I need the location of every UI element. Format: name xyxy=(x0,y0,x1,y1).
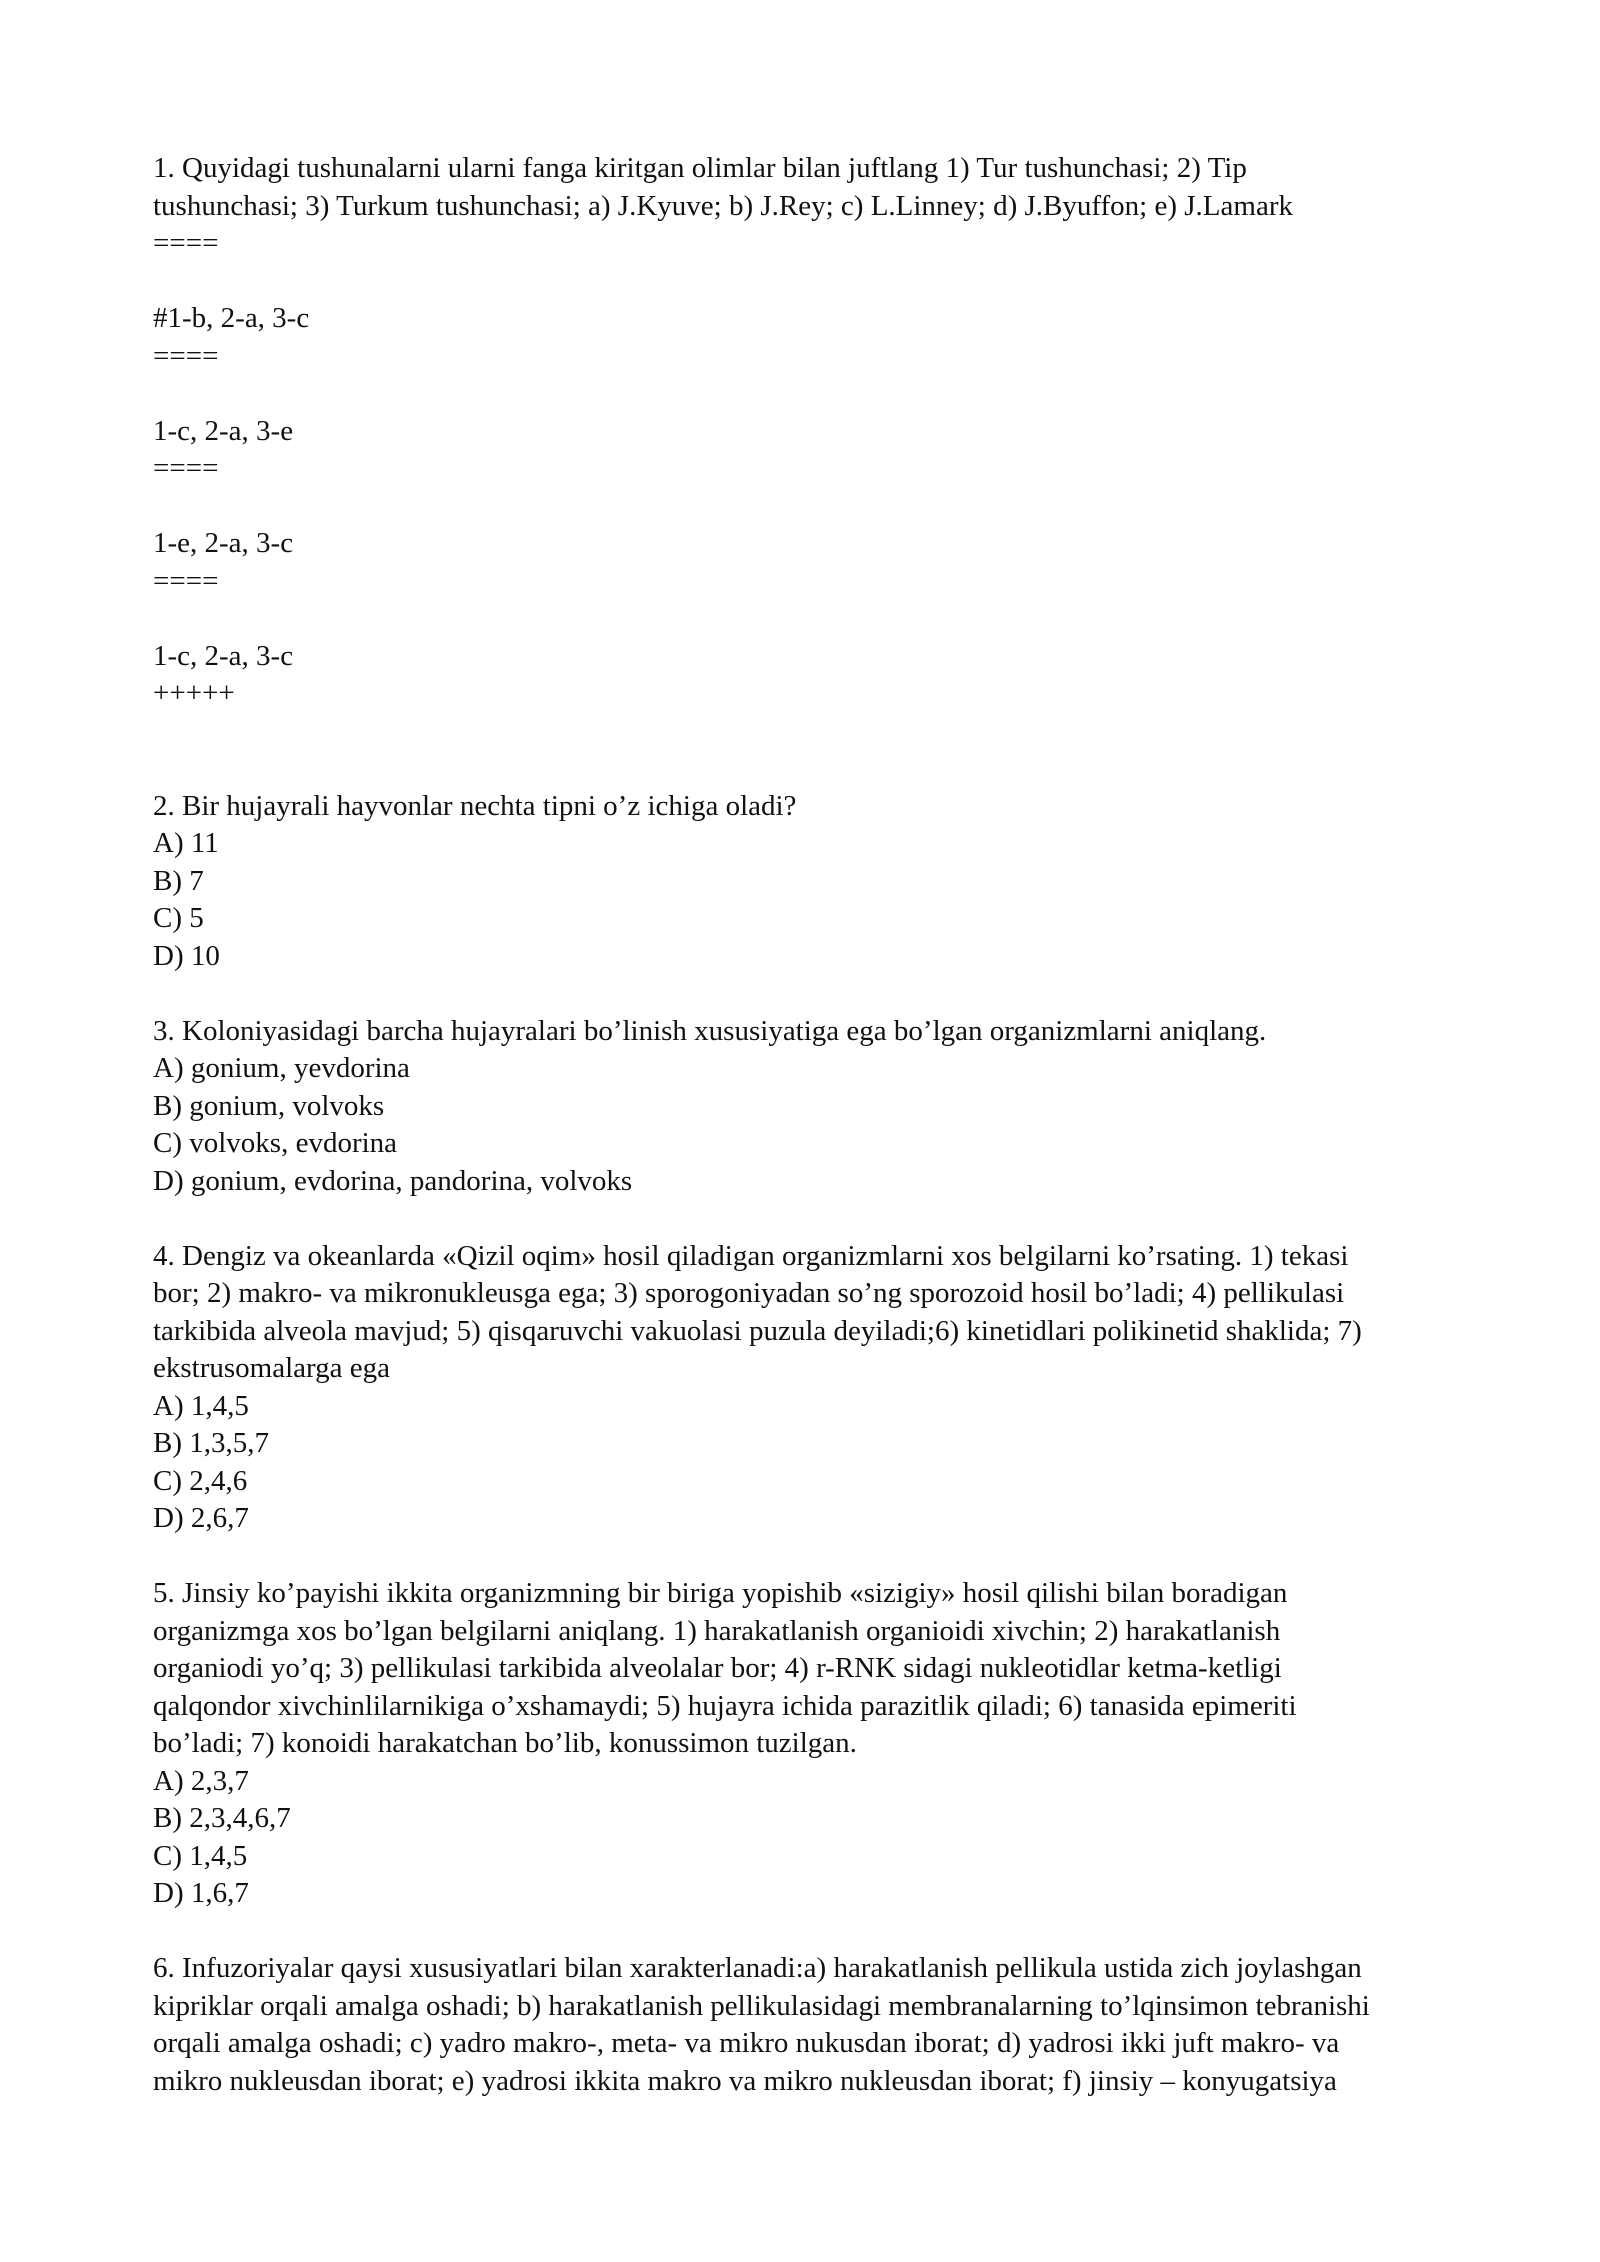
question-5-text-line-5: bo’ladi; 7) konoidi harakatchan bo’lib, konussimon tuzilgan. xyxy=(153,1727,857,1759)
question-2-option-d: D) 10 xyxy=(153,939,220,972)
question-2 xyxy=(153,788,1523,976)
question-3-option-b: B) gonium, volvoks xyxy=(153,1089,385,1122)
spacer xyxy=(153,263,1523,301)
question-5-text-line-2: organizmga xos bo’lgan belgilarni aniqlang. 1) harakatlanish organioidi xivchin; 2) harakatlanish xyxy=(153,1614,1281,1647)
separator: ==== xyxy=(153,227,219,259)
separator: ==== xyxy=(153,564,219,597)
question-5 xyxy=(153,1575,1523,1913)
question-3-option-a: A) gonium, yevdorina xyxy=(153,1052,410,1084)
question-4-text-line-4: ekstrusomalarga ega xyxy=(153,1352,391,1384)
question-4-option-c: C) 2,4,6 xyxy=(153,1464,248,1497)
document-page xyxy=(153,150,1523,2100)
spacer xyxy=(153,1538,1523,1576)
spacer xyxy=(153,488,1523,526)
question-5-option-c: C) 1,4,5 xyxy=(153,1839,248,1872)
question-1-text-line-2: tushunchasi; 3) Turkum tushunchasi; a) J.Kyuve; b) J.Rey; c) L.Linney; d) J.Byuffon; e) J.Lamark xyxy=(153,189,1293,222)
spacer xyxy=(153,1913,1523,1951)
question-1-option-4: 1-c, 2-a, 3-c xyxy=(153,639,294,672)
question-5-option-d: D) 1,6,7 xyxy=(153,1877,249,1909)
question-6-text-line-2: kipriklar orqali amalga oshadi; b) harakatlanish pellikulasidagi membranalarning to’lqinsimon tebranishi xyxy=(153,1989,1370,2022)
question-3-text: 3. Koloniyasidagi barcha hujayralari bo’linish xususiyatiga ega bo’lgan organizmlarni aniqlang. xyxy=(153,1014,1267,1047)
question-1-option-1: #1-b, 2-a, 3-c xyxy=(153,302,310,334)
question-2-option-c: C) 5 xyxy=(153,902,204,934)
question-5-option-a: A) 2,3,7 xyxy=(153,1764,249,1797)
question-2-option-b: B) 7 xyxy=(153,864,204,897)
question-1-text-line-1: 1. Quyidagi tushunalarni ularni fanga kiritgan olimlar bilan juftlang 1) Tur tushunchasi; 2) Tip xyxy=(153,152,1247,184)
question-5-option-b: B) 2,3,4,6,7 xyxy=(153,1802,291,1834)
question-6-text-line-3: orqali amalga oshadi; c) yadro makro-, meta- va mikro nukusdan iborat; d) yadrosi ikki juft makro- va xyxy=(153,2027,1340,2059)
spacer xyxy=(153,975,1523,1013)
question-1-option-3: 1-e, 2-a, 3-c xyxy=(153,527,294,559)
question-4-text-line-3: tarkibida alveola mavjud; 5) qisqaruvchi vakuolasi puzula deyiladi;6) kinetidlari polikinetid shaklida; 7) xyxy=(153,1314,1362,1347)
question-4-option-a: A) 1,4,5 xyxy=(153,1389,249,1422)
spacer xyxy=(153,600,1523,638)
question-5-text-line-3: organiodi yo’q; 3) pellikulasi tarkibida alveolalar bor; 4) r-RNK sidagi nukleotidlar ketma-ketligi xyxy=(153,1652,1282,1684)
question-4 xyxy=(153,1238,1523,1538)
question-4-text-line-2: bor; 2) makro- va mikronukleusga ega; 3) sporogoniyadan so’ng sporozoid hosil bo’ladi; 4) pellikulasi xyxy=(153,1277,1345,1309)
question-3 xyxy=(153,1013,1523,1201)
question-6-text-line-4: mikro nukleusdan iborat; e) yadrosi ikkita makro va mikro nukleusdan iborat; f) jinsiy – konyugatsiya xyxy=(153,2064,1337,2097)
question-3-option-d: D) gonium, evdorina, pandorina, volvoks xyxy=(153,1164,633,1197)
separator: ==== xyxy=(153,452,219,484)
question-4-option-d: D) 2,6,7 xyxy=(153,1502,249,1534)
question-5-text-line-1: 5. Jinsiy ko’payishi ikkita organizmning bir biriga yopishib «sizigiy» hosil qilishi bilan boradigan xyxy=(153,1577,1288,1609)
spacer xyxy=(153,713,1523,788)
question-1-option-2: 1-c, 2-a, 3-e xyxy=(153,414,294,447)
question-6-text-line-1: 6. Infuzoriyalar qaysi xususiyatlari bilan xarakterlanadi:a) harakatlanish pellikula ustida zich joylashgan xyxy=(153,1952,1362,1984)
question-2-text: 2. Bir hujayrali hayvonlar nechta tipni o’z ichiga oladi? xyxy=(153,789,797,822)
spacer xyxy=(153,1200,1523,1238)
question-3-option-c: C) volvoks, evdorina xyxy=(153,1127,398,1159)
question-2-option-a: A) 11 xyxy=(153,827,219,859)
question-4-text-line-1: 4. Dengiz va okeanlarda «Qizil oqim» hosil qiladigan organizmlarni xos belgilarni ko’rsating. 1) tekasi xyxy=(153,1239,1349,1272)
separator: ==== xyxy=(153,339,219,372)
question-4-option-b: B) 1,3,5,7 xyxy=(153,1427,269,1459)
question-1 xyxy=(153,150,1523,713)
question-5-text-line-4: qalqondor xivchinlilarnikiga o’xshamaydi; 5) hujayra ichida parazitlik qiladi; 6) tanasida epimeriti xyxy=(153,1689,1297,1722)
spacer xyxy=(153,375,1523,413)
end-marker: +++++ xyxy=(153,677,235,709)
question-6 xyxy=(153,1950,1523,2100)
